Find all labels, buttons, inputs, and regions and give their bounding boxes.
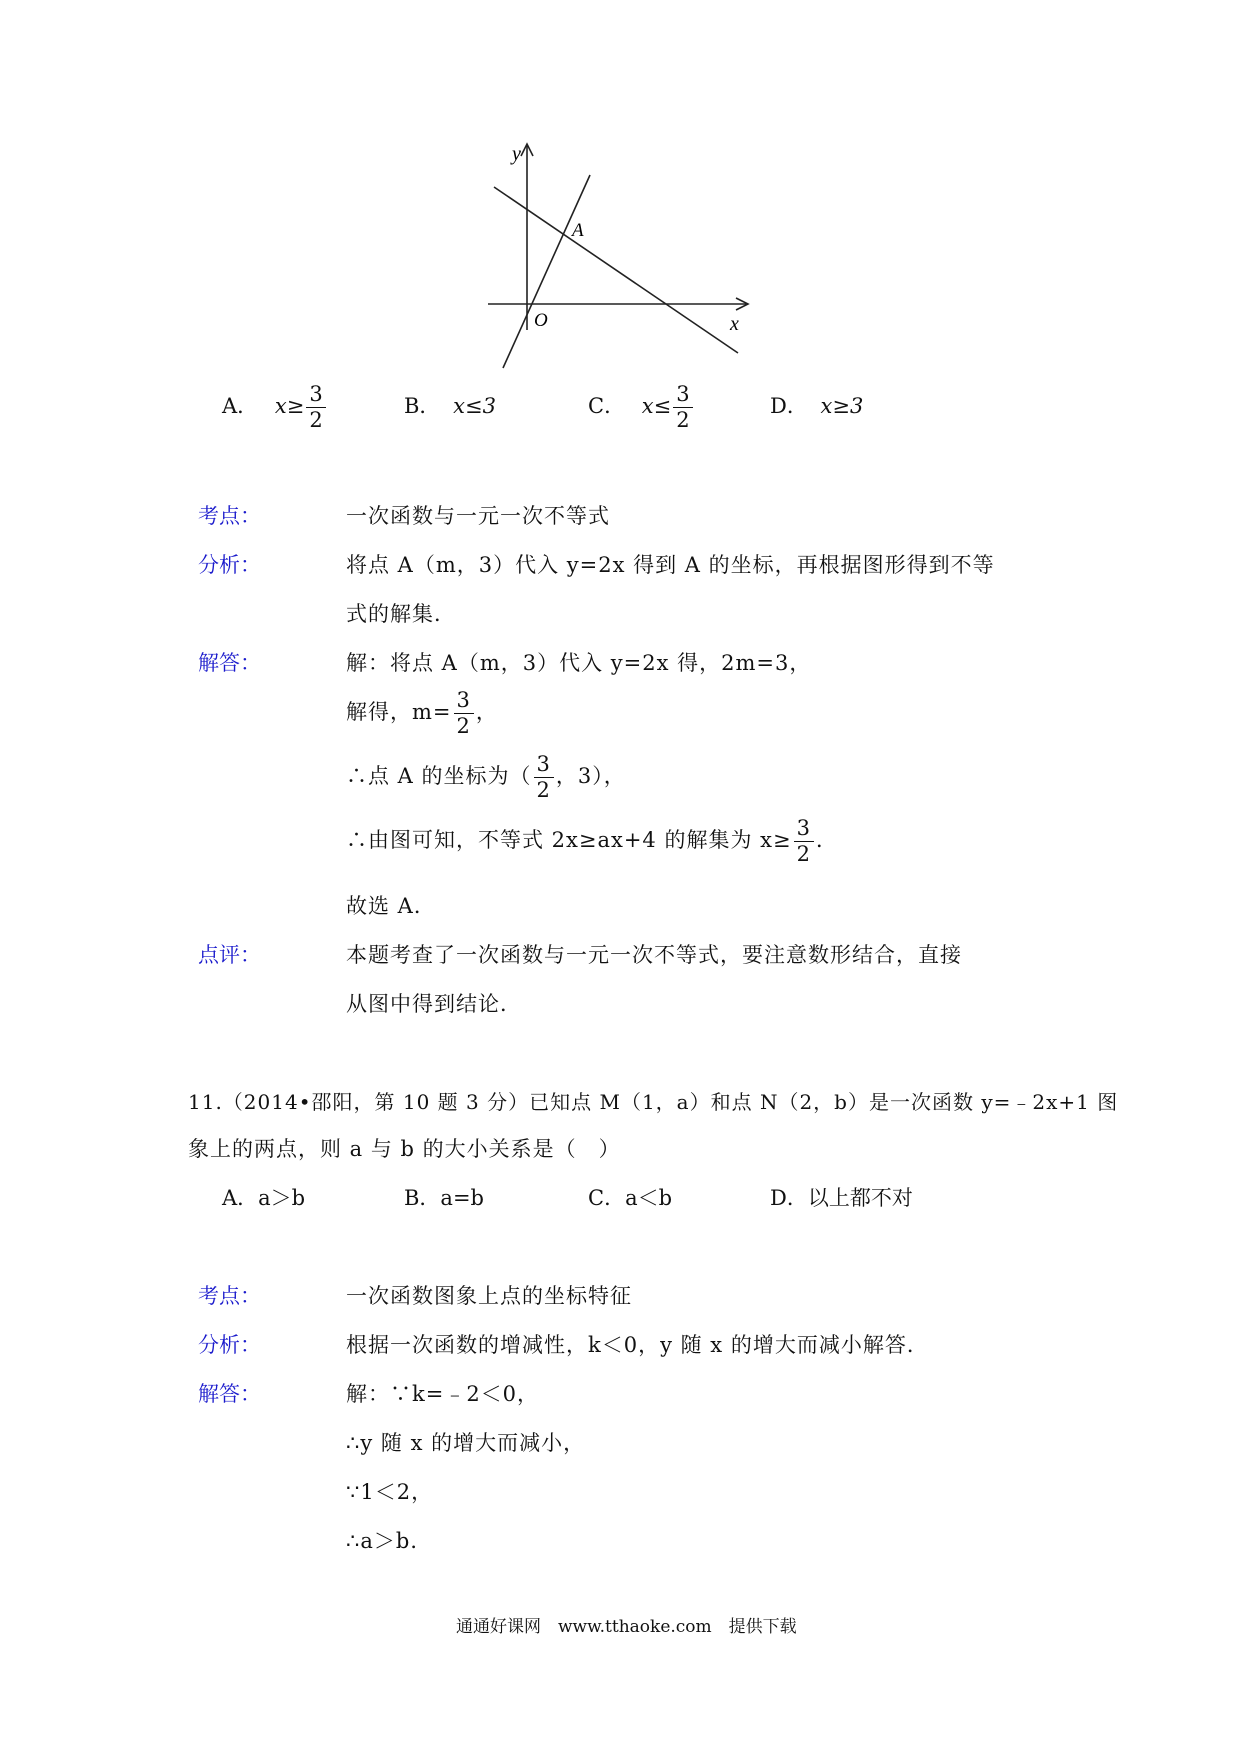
q11-stem-line2: 象上的两点，则 a 与 b 的大小关系是（ ） xyxy=(188,1137,621,1161)
q10-dianping-label: 点评： xyxy=(198,943,261,967)
solution-text: ∴点 A 的坐标为（ xyxy=(346,764,532,788)
q10-jieda-label: 解答： xyxy=(198,651,261,675)
option-expression: x≥ xyxy=(274,394,305,418)
option-letter: A． xyxy=(222,394,259,418)
fraction xyxy=(454,690,474,737)
fraction xyxy=(534,754,554,801)
fraction-numerator: 3 xyxy=(454,690,474,714)
q10-jieda-line2 xyxy=(346,690,498,737)
q11-option-a: A．a＞b xyxy=(222,1186,306,1210)
option-expression: x≥3 xyxy=(820,394,864,418)
q11-jieda-line4: ∴a＞b． xyxy=(346,1529,433,1553)
q10-jieda-line1: 解：将点 A（m，3）代入 y=2x 得，2m=3， xyxy=(346,651,812,675)
q11-fenxi-text: 根据一次函数的增减性，k＜0，y 随 x 的增大而减小解答． xyxy=(346,1333,929,1357)
y-axis-label: y xyxy=(512,143,521,165)
fraction-numerator: 3 xyxy=(794,818,814,842)
solution-text: ， xyxy=(475,700,498,724)
fraction-denominator: 2 xyxy=(676,408,690,432)
option-letter: D． xyxy=(770,394,808,418)
fraction-numerator: 3 xyxy=(534,754,554,778)
q11-jieda-line1: 解：∵k=﹣2＜0， xyxy=(346,1382,540,1406)
q10-fenxi-line2: 式的解集． xyxy=(346,602,456,626)
option-expression: x≤3 xyxy=(453,394,496,418)
fraction xyxy=(306,384,325,431)
option-expression: x≤ xyxy=(641,394,672,418)
fraction-denominator: 2 xyxy=(309,408,323,432)
solution-text: ，3）， xyxy=(555,764,626,788)
q11-jieda-label: 解答： xyxy=(198,1382,261,1406)
option-letter: C． xyxy=(588,394,626,418)
coordinate-figure xyxy=(470,140,760,375)
fraction xyxy=(673,384,692,431)
q11-jieda-line3: ∵1＜2， xyxy=(346,1480,434,1504)
q11-option-d: D．以上都不对 xyxy=(770,1186,913,1210)
q10-fenxi-line1: 将点 A（m，3）代入 y=2x 得到 A 的坐标，再根据图形得到不等 xyxy=(346,553,995,577)
q10-option-a xyxy=(222,384,328,431)
page-footer: 通通好课网 www.tthaoke.com 提供下载 xyxy=(456,1617,797,1637)
q11-kaodian-text: 一次函数图象上点的坐标特征 xyxy=(346,1284,632,1308)
q11-jieda-line2: ∴y 随 x 的增大而减小， xyxy=(346,1431,586,1455)
q10-option-b xyxy=(404,390,496,420)
origin-label: O xyxy=(534,310,548,331)
q10-kaodian-text: 一次函数与一元一次不等式 xyxy=(346,504,610,528)
fraction-numerator: 3 xyxy=(306,384,325,408)
q11-kaodian-label: 考点： xyxy=(198,1284,261,1308)
line-y-ax-plus-4 xyxy=(494,187,738,353)
q11-fenxi-label: 分析： xyxy=(198,1333,261,1357)
fraction-denominator: 2 xyxy=(456,714,471,738)
fraction-denominator: 2 xyxy=(796,842,811,866)
q10-jieda-line5: 故选 A． xyxy=(346,894,436,918)
q11-option-b: B．a=b xyxy=(404,1186,484,1210)
line-y-2x xyxy=(503,175,590,368)
q10-jieda-line4 xyxy=(346,818,838,865)
q11-stem-line1: 11.（2014•邵阳，第 10 题 3 分）已知点 M（1，a）和点 N（2，b）是一次函数 y=﹣2x+1 图 xyxy=(188,1090,1119,1114)
solution-text: ∴由图可知，不等式 2x≥ax+4 的解集为 x≥ xyxy=(346,828,792,852)
q10-dianping-line1: 本题考查了一次函数与一元一次不等式，要注意数形结合，直接 xyxy=(346,943,962,967)
q11-option-c: C．a＜b xyxy=(588,1186,673,1210)
q10-dianping-line2: 从图中得到结论． xyxy=(346,992,522,1016)
fraction-numerator: 3 xyxy=(673,384,692,408)
solution-text: 解得，m= xyxy=(346,700,452,724)
q10-kaodian-label: 考点： xyxy=(198,504,261,528)
q10-option-d xyxy=(770,390,863,420)
solution-text: ． xyxy=(815,828,838,852)
point-a-label: A xyxy=(572,220,584,241)
fraction-denominator: 2 xyxy=(536,778,551,802)
x-axis-label: x xyxy=(730,313,739,335)
q10-fenxi-label: 分析： xyxy=(198,553,261,577)
q10-jieda-line3 xyxy=(346,754,626,801)
fraction xyxy=(794,818,814,865)
option-letter: B． xyxy=(404,394,441,418)
q10-option-c xyxy=(588,384,695,431)
